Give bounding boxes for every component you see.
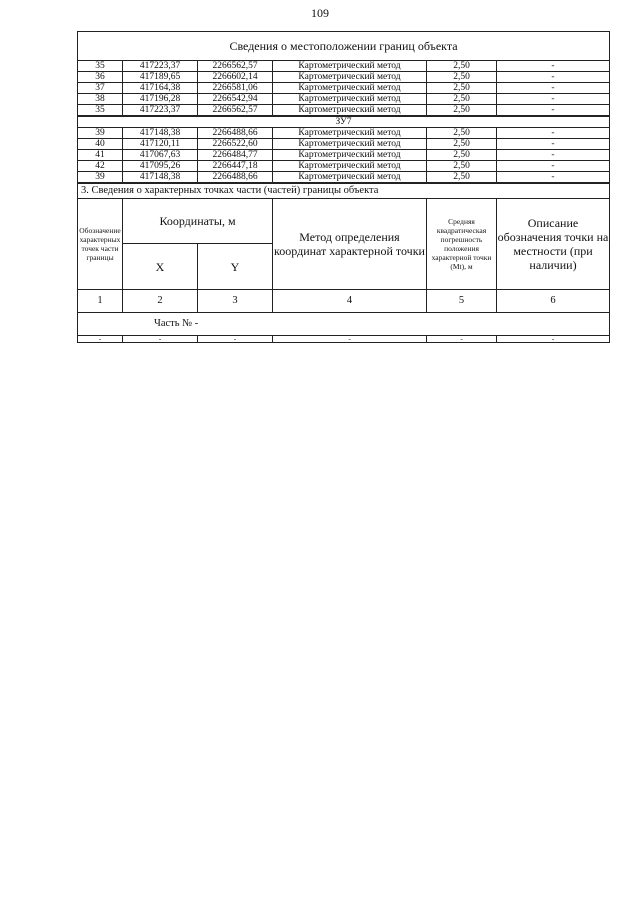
method-cell: Картометрический метод [273, 72, 427, 83]
method-cell: Картометрический метод [273, 94, 427, 105]
header-point-designation: Обозначение характерных точек части границы [78, 199, 123, 290]
col-number-5: 5 [427, 290, 497, 313]
document-sheet [77, 31, 609, 343]
empty-data-row [78, 336, 610, 343]
col-number-1: 1 [78, 290, 123, 313]
point-number-cell: 39 [78, 128, 123, 139]
header-coordinates: Координаты, м [123, 199, 273, 244]
coord-x-cell: 417120,11 [123, 139, 198, 150]
header-mean-error: Средняя квадратическая погрешность положения характерной точки (Mt), м [427, 199, 497, 290]
section2-title: Сведения о местоположении границ объекта [78, 32, 610, 61]
table-row [78, 139, 610, 150]
table-row [78, 61, 610, 72]
header-description: Описание обозначения точки на местности (при наличии) [497, 199, 610, 290]
coord-x-cell: 417223,37 [123, 61, 198, 72]
empty-cell-6: - [497, 336, 610, 343]
section3-title-row [78, 183, 610, 199]
table-row [78, 83, 610, 94]
header-y: Y [198, 244, 273, 290]
boundary-table [77, 31, 610, 343]
rows-group-a [78, 61, 610, 117]
coord-y-cell: 2266522,60 [198, 139, 273, 150]
point-number-cell: 37 [78, 83, 123, 94]
description-cell: - [497, 150, 610, 161]
header-row-1 [78, 199, 610, 244]
coord-y-cell: 2266562,57 [198, 105, 273, 117]
mean-error-cell: 2,50 [427, 128, 497, 139]
part-label: Часть № - [78, 313, 610, 336]
table-row [78, 128, 610, 139]
mean-error-cell: 2,50 [427, 72, 497, 83]
method-cell: Картометрический метод [273, 172, 427, 184]
coord-x-cell: 417196,28 [123, 94, 198, 105]
mean-error-cell: 2,50 [427, 61, 497, 72]
coord-y-cell: 2266488,66 [198, 172, 273, 184]
mean-error-cell: 2,50 [427, 172, 497, 184]
point-number-cell: 39 [78, 172, 123, 184]
section3-title: 3. Сведения о характерных точках части (частей) границы объекта [78, 183, 610, 199]
part-row [78, 313, 610, 336]
method-cell: Картометрический метод [273, 61, 427, 72]
coord-x-cell: 417095,26 [123, 161, 198, 172]
table-row [78, 172, 610, 184]
col-number-4: 4 [273, 290, 427, 313]
coord-x-cell: 417148,38 [123, 128, 198, 139]
mean-error-cell: 2,50 [427, 150, 497, 161]
empty-cell-4: - [273, 336, 427, 343]
rows-group-b [78, 128, 610, 184]
mean-error-cell: 2,50 [427, 139, 497, 150]
zone-label: ЗУ7 [78, 116, 610, 128]
col-number-6: 6 [497, 290, 610, 313]
empty-cell-3: - [198, 336, 273, 343]
description-cell: - [497, 161, 610, 172]
coord-x-cell: 417067,63 [123, 150, 198, 161]
point-number-cell: 35 [78, 61, 123, 72]
point-number-cell: 38 [78, 94, 123, 105]
header-x: X [123, 244, 198, 290]
coord-y-cell: 2266581,06 [198, 83, 273, 94]
empty-cell-1: - [78, 336, 123, 343]
mean-error-cell: 2,50 [427, 94, 497, 105]
col-number-2: 2 [123, 290, 198, 313]
table-row [78, 161, 610, 172]
mean-error-cell: 2,50 [427, 161, 497, 172]
section2-title-row [78, 32, 610, 61]
coord-x-cell: 417189,65 [123, 72, 198, 83]
method-cell: Картометрический метод [273, 150, 427, 161]
coord-y-cell: 2266542,94 [198, 94, 273, 105]
description-cell: - [497, 128, 610, 139]
method-cell: Картометрический метод [273, 83, 427, 94]
coord-y-cell: 2266484,77 [198, 150, 273, 161]
point-number-cell: 40 [78, 139, 123, 150]
mean-error-cell: 2,50 [427, 105, 497, 117]
coord-y-cell: 2266447,18 [198, 161, 273, 172]
description-cell: - [497, 94, 610, 105]
table-row [78, 105, 610, 117]
col-number-3: 3 [198, 290, 273, 313]
header-method: Метод определения координат характерной точки [273, 199, 427, 290]
empty-cell-5: - [427, 336, 497, 343]
description-cell: - [497, 72, 610, 83]
point-number-cell: 36 [78, 72, 123, 83]
coord-x-cell: 417164,38 [123, 83, 198, 94]
description-cell: - [497, 139, 610, 150]
table-row [78, 72, 610, 83]
description-cell: - [497, 172, 610, 184]
point-number-cell: 35 [78, 105, 123, 117]
table-row [78, 150, 610, 161]
description-cell: - [497, 105, 610, 117]
mean-error-cell: 2,50 [427, 83, 497, 94]
point-number-cell: 41 [78, 150, 123, 161]
empty-cell-2: - [123, 336, 198, 343]
method-cell: Картометрический метод [273, 139, 427, 150]
description-cell: - [497, 61, 610, 72]
coord-x-cell: 417148,38 [123, 172, 198, 184]
column-number-row [78, 290, 610, 313]
method-cell: Картометрический метод [273, 105, 427, 117]
coord-y-cell: 2266602,14 [198, 72, 273, 83]
coord-y-cell: 2266488,66 [198, 128, 273, 139]
coord-y-cell: 2266562,57 [198, 61, 273, 72]
page-number: 109 [311, 6, 329, 20]
coord-x-cell: 417223,37 [123, 105, 198, 117]
method-cell: Картометрический метод [273, 161, 427, 172]
zone-label-row [78, 116, 610, 128]
method-cell: Картометрический метод [273, 128, 427, 139]
point-number-cell: 42 [78, 161, 123, 172]
table-row [78, 94, 610, 105]
description-cell: - [497, 83, 610, 94]
